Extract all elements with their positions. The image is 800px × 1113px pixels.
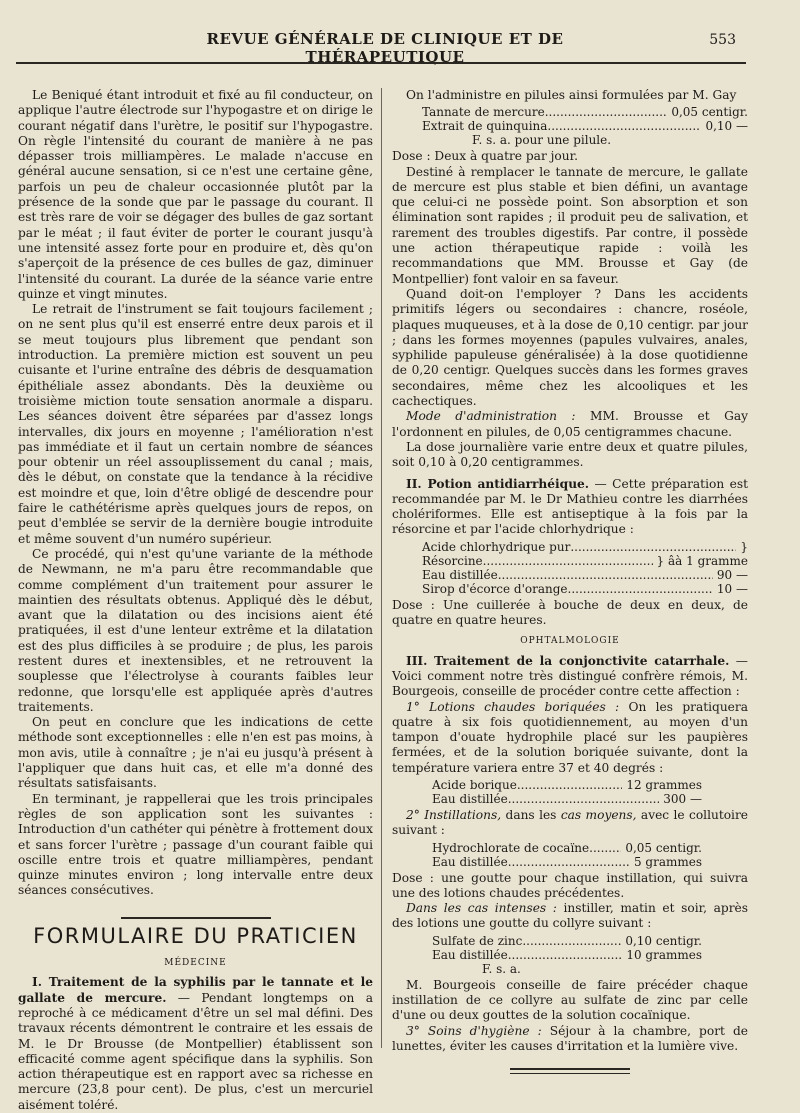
prescription-fsa: F. s. a. pour une pilule. [472, 133, 612, 148]
paragraph: Mode d'administration : MM. Brousse et Gay l'ordonnent en pilules, de 0,05 centigrammes chacune. [392, 409, 748, 439]
subsection-label: MÉDECINE [164, 958, 227, 969]
paragraph: 1° Lotions chaudes boriquées : On les pratiquera quatre à six fois quotidiennement, au moyen d'un tampon d'ouate hydrophile placé sur les paupières fermées, et de la solution boriquée suivante, dont la température variera entre 37 et 40 degrés : [392, 699, 748, 775]
section-title: FORMULAIRE DU PRATICIEN [33, 923, 358, 948]
end-rule [510, 1068, 630, 1070]
italic-label: 1° Lotions chaudes boriquées : [406, 699, 620, 714]
paragraph: M. Bourgeois conseille de faire précéder chaque instillation de ce collyre au sulfate de zinc par celle d'une ou deux gouttes de la solution cocaïnique. [392, 977, 748, 1023]
prescription [432, 841, 702, 869]
paragraph: Le Beniqué étant introduit et fixé au fil conducteur, on applique l'autre électrode sur l'hypogastre et on dirige le courant négatif dans l'urètre, le positif sur l'hypogastre. On règle l'intensité du courant de manière à ne pas dépasser trois milliampères. Le malade n'accuse en général aucune sensation, si ce n'est une certaine gêne, parfois un peu de chaleur occasionnée plutôt par la présence de la sonde que par le passage du courant. Il est très rare de voir se dégager des bulles de gaz sortant par le méat ; il faut éviter de porter le courant jusqu'à une intensité assez forte pour en produire et, dès qu'on s'aperçoit de la présence de ces bulles de gaz, diminuer l'intensité du courant. La durée de la séance varie entre quinze et vingt minutes. [18, 88, 373, 301]
paragraph: 2° Instillations, dans les cas moyens, avec le collutoire suivant : [392, 807, 748, 838]
subsection-label: OPHTALMOLOGIE [520, 636, 620, 647]
page-number: 553 [709, 32, 736, 48]
end-rule [510, 1073, 630, 1074]
prescription-fsa: F. s. a. [482, 961, 521, 976]
paragraph: La dose journalière varie entre deux et quatre pilules, soit 0,10 à 0,20 centigrammes. [392, 439, 748, 470]
paragraph: On l'administre en pilules ainsi formulées par M. Gay [406, 88, 737, 102]
running-title: REVUE GÉNÉRALE DE CLINIQUE ET DE THÉRAPEUTIQUE [206, 30, 564, 66]
paragraph: II. Potion antidiarrhéique. — Cette préparation est recommandée par M. le Dr Mathieu contre les diarrhées cholériformes. Elle est antiseptique à la fois par la résorcine et par l'acide chlorhydrique : [392, 476, 748, 537]
italic-label: Dans les cas intenses : [406, 901, 557, 916]
column-divider [381, 88, 382, 1048]
prescription-row: Eau distillée ..... 5 grammes [432, 855, 702, 869]
prescription [432, 934, 702, 976]
paragraph [18, 975, 373, 1113]
paragraph: Le retrait de l'instrument se fait toujours facilement ; on ne sent plus qu'il est enserré entre deux parois et il se meut toujours plus librement que pendant son introduction. La première miction est souvent un peu cuisante et l'urine entraîne des débris de desquamation épithéliale assez abondants. Dès la deuxième ou troisième miction toute sensation anormale a disparu. Les séances doivent être séparées par d'assez longs intervalles, dix jours en moyenne ; l'amélioration n'est pas immédiate et il faut un certain nombre de séances pour obtenir un réel assouplissement du canal ; mais, dès le début, on constate que la tendance à la récidive est moindre et que, loin d'être obligé de descendre pour faire le cathétérisme après quelques jours de repos, on peut d'emblée se servir de la dernière bougie introduite et même souvent d'un numéro supérieur. [18, 302, 373, 546]
prescription-row: Sulfate de zinc ..... 0,10 centigr. [432, 934, 702, 948]
prescription-row: Hydrochlorate de cocaïne ..... 0,05 centigr. [432, 841, 702, 855]
italic-label: Mode d'administration : [406, 409, 576, 424]
prescription-row: Eau distillée ..... 300 — [432, 792, 702, 806]
paragraph: Ce procédé, qui n'est qu'une variante de la méthode de Newmann, ne m'a paru être recommandable que comme complément d'un traitement pour assurer le maintien des résultats obtenus. Appliqué dès le début, avant que la dilatation ou des incisions aient été pratiquées, il est d'une lenteur extrême et la dilatation est des plus difficiles à se produire ; de plus, les parois restent dures et inextensibles, et ne retrouvent la souplesse que l'électrolyse à courants faibles leur redonne, que lorsqu'elle est appliquée après d'autres traitements. [18, 546, 373, 714]
item-heading: III. Traitement de la conjonctivite catarrhale. [406, 653, 730, 668]
prescription-row: Extrait de quinquina ..... 0,10 — [422, 119, 748, 133]
item-heading: II. Potion antidiarrhéique. [406, 476, 590, 491]
paragraph: Dans les cas intenses : instiller, matin et soir, après des lotions une goutte du collyre suivant : [392, 901, 748, 931]
dose-line: Dose : Deux à quatre par jour. [392, 149, 578, 164]
prescription-row: Acide chlorhydrique pur ..... } [422, 540, 748, 554]
paragraph: On peut en conclure que les indications de cette méthode sont exceptionnelles : elle n'en est pas moins, à mon avis, utile à connaître ; je n'ai eu jusqu'à présent à l'appliquer que dans huit cas, et elle m'a donné des résultats satisfaisants. [18, 715, 373, 791]
prescription-row: Eau distillée ..... 90 — [422, 568, 748, 582]
prescription [422, 540, 748, 596]
dose-line: Dose : une goutte pour chaque instillation, qui suivra une des lotions chaudes précédentes. [392, 870, 748, 900]
left-column [18, 88, 373, 1113]
item-heading: I. Traitement de la syphilis par le tannate et le gallate de mercure. [18, 975, 373, 1005]
prescription-row: Sirop d'écorce d'orange ..... 10 — [422, 582, 748, 596]
right-column [392, 88, 748, 1074]
dose-line: Dose : Une cuillerée à bouche de deux en deux, de quatre en quatre heures. [392, 597, 748, 628]
paragraph: 3° Soins d'hygiène : Séjour à la chambre, port de lunettes, éviter les causes d'irritation et la lumière vive. [392, 1023, 749, 1053]
paragraph: En terminant, je rappellerai que les trois principales règles de son application sont les suivantes : Introduction d'un cathéter qui pénètre à frottement doux et sans forcer l'urètre ; passage d'un courant faible qui oscille entre trois et quatre milliampères, pendant quinze minutes environ ; long intervalle entre deux séances consécutives. [18, 791, 373, 898]
paragraph: Quand doit-on l'employer ? Dans les accidents primitifs légers ou secondaires : chancre, roséole, plaques muqueuses, et à la dose de 0,10 centigr. par jour ; dans les formes moyennes (papules vulvaires, anales, syphilide papuleuse généralisée) à la dose quotidienne de 0,20 centigr. Quelques succès dans les formes graves secondaires, même chez les alcooliques et les cachectiques. [392, 286, 748, 409]
prescription [422, 105, 748, 147]
italic-label: 2° Instillations, [406, 807, 502, 822]
paragraph: III. Traitement de la conjonctivite catarrhale. — Voici comment notre très distingué confrère rémois, M. Bourgeois, conseille de procéder contre cette affection : [392, 653, 748, 699]
item-text: — Pendant longtemps on a reproché à ce médicament d'être un sel mal défini. Des travaux récents démontrent le contraire et les essais de M. le Dr Brousse (de Montpellier) établissent son efficacité comme agent spécifique dans la syphilis. Son action thérapeutique est en rapport avec sa richesse en mercure (23,8 pour cent). De plus, c'est un mercuriel aisément toléré. [18, 990, 373, 1112]
prescription-row: Acide borique ..... 12 grammes [432, 778, 702, 792]
paragraph: Destiné à remplacer le tannate de mercure, le gallate de mercure est plus stable et bien défini, un avantage que celui-ci ne possède point. Son absorption et son élimination sont rapides ; il produit peu de salivation, et rarement des troubles digestifs. Par contre, il possède une action thérapeutique rapide : voilà les recommandations que MM. Brousse et Gay (de Montpellier) font valoir en sa faveur. [392, 164, 748, 286]
header-rule [16, 62, 746, 64]
prescription [432, 778, 702, 806]
prescription-row: Tannate de mercure ..... 0,05 centigr. [422, 105, 748, 119]
section-rule [121, 917, 271, 919]
prescription-row: Résorcine ..... } âà 1 gramme [422, 554, 748, 568]
page-header [0, 30, 800, 66]
prescription-row: Eau distillée ..... 10 grammes [432, 948, 702, 962]
italic-label: 3° Soins d'hygiène : [406, 1023, 542, 1038]
